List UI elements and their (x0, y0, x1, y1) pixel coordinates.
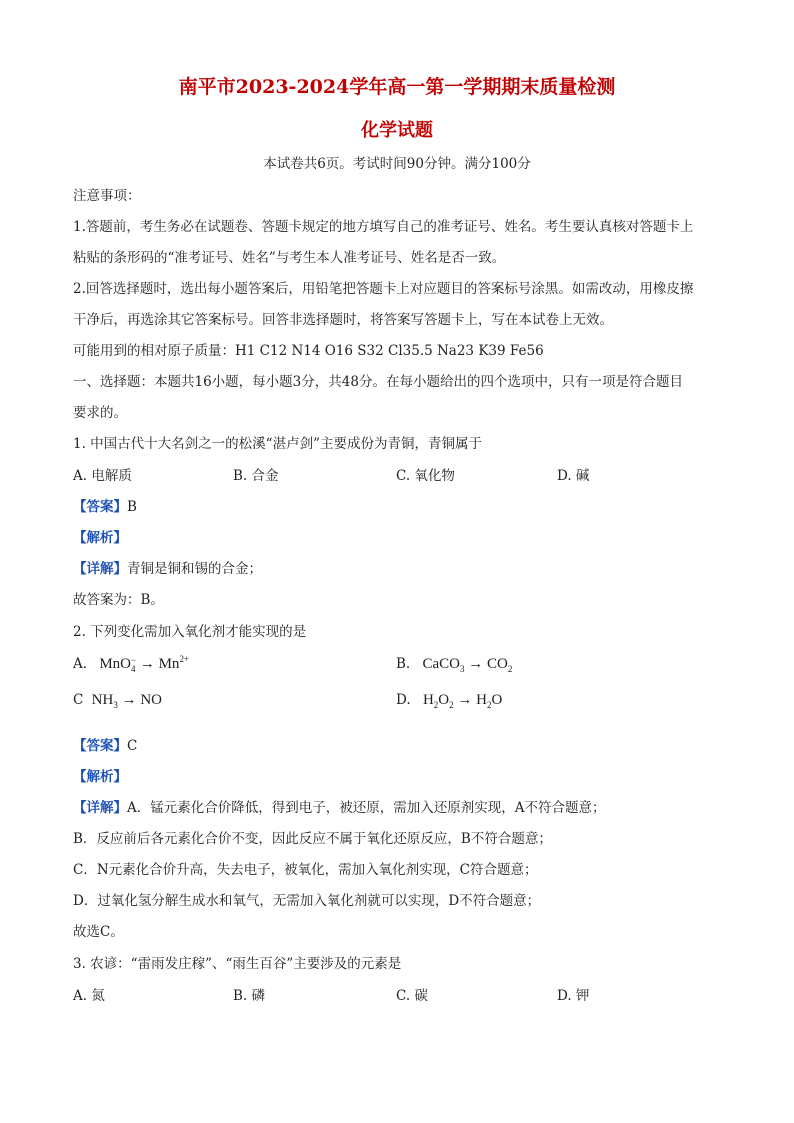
question-2-option-d (396, 692, 502, 710)
option-d-formula (423, 692, 502, 708)
answer-tag: 【答案】 (73, 499, 127, 515)
answer-tag: 【答案】 (73, 738, 127, 754)
notes-item1-line2: 粘贴的条形码的“准考证号、姓名”与考生本人准考证号、姓名是否一致。 (73, 250, 506, 266)
question-3-option-c: C. 碳 (396, 988, 428, 1004)
page-subtitle: 化学试题 (361, 120, 433, 141)
formula-part: O (438, 692, 450, 708)
formula-part: Mn (158, 656, 180, 672)
section-instructions-line2: 要求的。 (73, 405, 127, 421)
option-a-formula (99, 656, 189, 672)
analysis-tag: 【解析】 (73, 530, 127, 546)
formula-sub: 2 (433, 700, 439, 710)
question-2-stem: 2. 下列变化需加入氧化剂才能实现的是 (73, 624, 307, 640)
question-2-detail-d: D．过氧化氢分解生成水和氧气，无需加入氧化剂就可以实现，D不符合题意； (73, 893, 541, 909)
question-1-option-b: B. 合金 (233, 468, 279, 484)
question-1-option-a: A. 电解质 (73, 468, 132, 484)
question-3-option-d: D. 钾 (557, 988, 590, 1004)
option-a-label: A. (73, 656, 88, 672)
option-c-formula (92, 692, 162, 708)
arrow: → (121, 692, 137, 708)
formula-sup: 2+ (179, 654, 190, 664)
notes-item2-line1: 2.回答选择题时，选出每小题答案后，用铅笔把答题卡上对应题目的答案标号涂黑。如需改动，用橡皮擦 (73, 281, 694, 297)
answer-value: C (127, 738, 138, 754)
question-2-option-b (396, 656, 512, 674)
question-1-conclusion: 故答案为：B。 (73, 592, 164, 608)
question-1-answer (73, 495, 137, 515)
formula-sub: 2 (449, 700, 454, 710)
page-title: 南平市2023-2024学年高一第一学期期末质量检测 (178, 76, 616, 98)
formula-part: MnO (99, 656, 132, 672)
question-2-answer (73, 734, 137, 754)
formula-part: NO (140, 692, 162, 708)
analysis-tag: 【解析】 (73, 769, 127, 785)
question-1-detail (73, 557, 262, 577)
option-d-label: D. (396, 692, 411, 708)
question-3-option-b: B. 磷 (233, 988, 266, 1004)
question-2-conclusion: 故选C。 (73, 924, 124, 940)
atomic-masses: 可能用到的相对原子质量：H1 C12 N14 O16 S32 Cl35.5 Na23 K39 Fe56 (73, 343, 544, 359)
question-1-option-d: D. 碱 (557, 468, 590, 484)
formula-part: CO (487, 656, 508, 672)
formula-part: O (491, 692, 503, 708)
formula-sup: − (131, 654, 137, 665)
notes-item2-line2: 干净后，再选涂其它答案标号。回答非选择题时，将答案写答题卡上，写在本试卷上无效。 (73, 312, 613, 328)
question-3-option-a: A. 氮 (73, 988, 105, 1004)
question-2-analysis-tag (73, 765, 127, 785)
formula-part: H (422, 692, 434, 708)
exam-info: 本试卷共6页。考试时间90分钟。满分100分 (263, 156, 531, 172)
formula-sub: 3 (460, 664, 465, 674)
detail-tag: 【详解】 (73, 561, 127, 577)
formula-sub: 4 (131, 663, 136, 674)
formula-part: H (476, 692, 487, 708)
formula-part: NH (91, 692, 114, 708)
formula-sub: 3 (113, 700, 118, 710)
question-2-option-a (73, 654, 189, 674)
notes-heading: 注意事项： (73, 188, 141, 204)
question-3-stem: 3. 农谚：“雷雨发庄稼”、“雨生百谷”主要涉及的元素是 (73, 956, 402, 972)
question-2-detail-b: B．反应前后各元素化合价不变，因此反应不属于氧化还原反应，B不符合题意； (73, 831, 552, 847)
question-1-analysis-tag (73, 526, 127, 546)
arrow: → (457, 692, 473, 708)
option-b-formula (423, 656, 513, 672)
arrow: → (139, 656, 155, 672)
detail-text: A．锰元素化合价降低，得到电子，被还原，需加入还原剂实现，A不符合题意； (127, 800, 606, 816)
answer-value: B (127, 499, 137, 515)
formula-part: CaCO (422, 656, 461, 672)
question-1-stem: 1. 中国古代十大名剑之一的松溪“湛卢剑”主要成份为青铜，青铜属于 (73, 436, 482, 452)
option-c-label: C (73, 692, 84, 708)
notes-item1-line1: 1.答题前，考生务必在试题卷、答题卡规定的地方填写自己的准考证号、姓名。考生要认真核对答题卡上 (73, 219, 694, 235)
detail-text: 青铜是铜和锡的合金； (127, 561, 262, 577)
question-2-option-c (73, 692, 162, 710)
formula-sub: 2 (507, 664, 513, 674)
question-1-option-c: C. 氧化物 (396, 468, 455, 484)
formula-sub: 2 (486, 700, 492, 710)
question-2-detail-a (73, 796, 606, 816)
option-b-label: B. (396, 656, 411, 672)
arrow: → (468, 656, 484, 672)
question-2-detail-c: C．N元素化合价升高，失去电子，被氧化，需加入氧化剂实现，C符合题意； (73, 862, 538, 878)
section-instructions-line1: 一、选择题：本题共16小题，每小题3分，共48分。在每小题给出的四个选项中，只有一项是符合题目 (73, 374, 683, 390)
detail-tag: 【详解】 (73, 800, 127, 816)
